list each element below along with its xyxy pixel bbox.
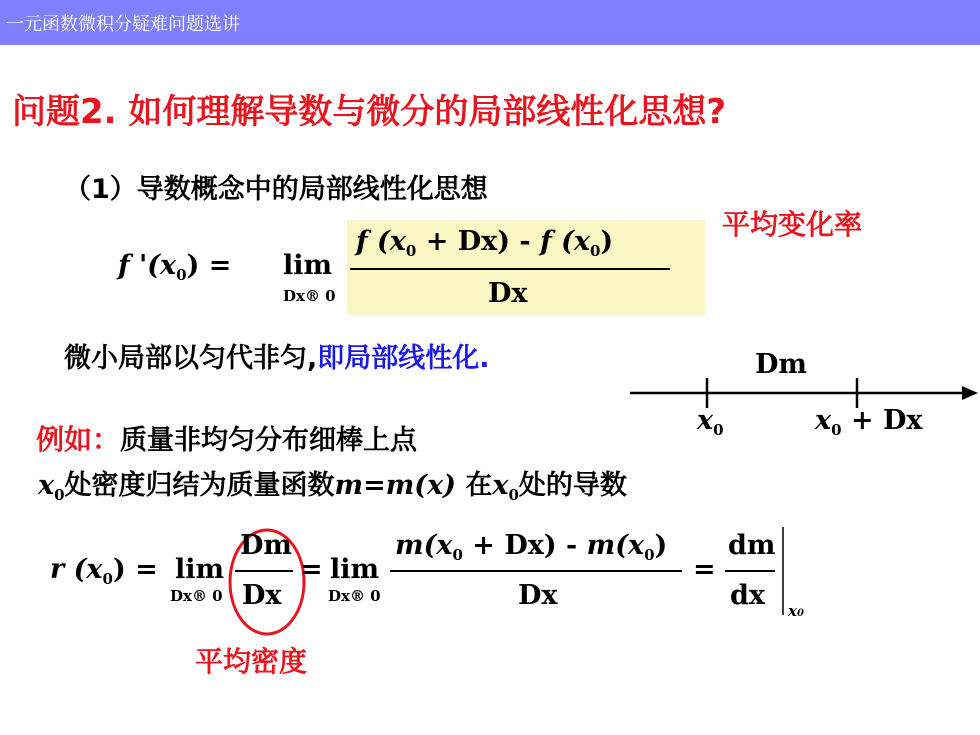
density-numerator: $m(x_0 + Dx) - m(x_0)$ (395, 530, 668, 564)
avg-rate-label: 平均变化率 (722, 208, 863, 241)
density-lhs: r $(x_0)$ = (50, 554, 158, 588)
density-lim-1: lim (175, 554, 225, 585)
density-lim-2: lim (330, 554, 380, 585)
derivative-numerator: f $(x_0 + Dx) - f$ $(x_0)$ (356, 226, 614, 260)
axis-x0: $x_0$ (697, 405, 724, 439)
density-lim-2-sub: Dx® 0 (328, 587, 381, 605)
derivative-lhs: f '$(x_0)$ = (118, 250, 232, 284)
differential-fraction-bar (725, 570, 775, 572)
axis-x0-plus-dx: $x_0 + Dx$ (815, 405, 923, 439)
derivative-denominator: Dx (488, 278, 528, 309)
subtitle: （1）导数概念中的局部线性化思想 (64, 174, 488, 205)
density-eq-1: = (300, 554, 323, 585)
example-line-2: $x_0$处密度归结为质量函数m=m(x) 在$x_0$处的导数 (38, 470, 627, 504)
example-line-1: 例如：质量非均匀分布细棒上点 (36, 423, 418, 456)
lim-subscript: Dx® 0 (283, 287, 336, 305)
eval-point: x0 (788, 602, 804, 620)
header-title: 一元函数微积分疑难问题选讲 (6, 14, 240, 35)
avg-density-label: 平均密度 (195, 645, 308, 678)
axis-delta-m: Dm (755, 349, 807, 380)
density-fraction-bar-2 (390, 570, 682, 572)
density-lim-1-sub: Dx® 0 (170, 587, 223, 605)
density-dx: Dx (242, 580, 282, 611)
density-denominator: Dx (518, 580, 558, 611)
dx-differential: dx (730, 580, 765, 611)
explanation-line: 微小局部以匀代非匀,即局部线性化. (64, 343, 490, 374)
dm-differential: dm (728, 530, 776, 561)
slide-title: 问题2. 如何理解导数与微分的局部线性化思想? (12, 92, 727, 132)
lim-text: lim (283, 250, 333, 281)
density-dm: Dm (240, 530, 292, 561)
density-fraction-bar-1 (235, 570, 293, 572)
density-eq-2: = (693, 554, 716, 585)
